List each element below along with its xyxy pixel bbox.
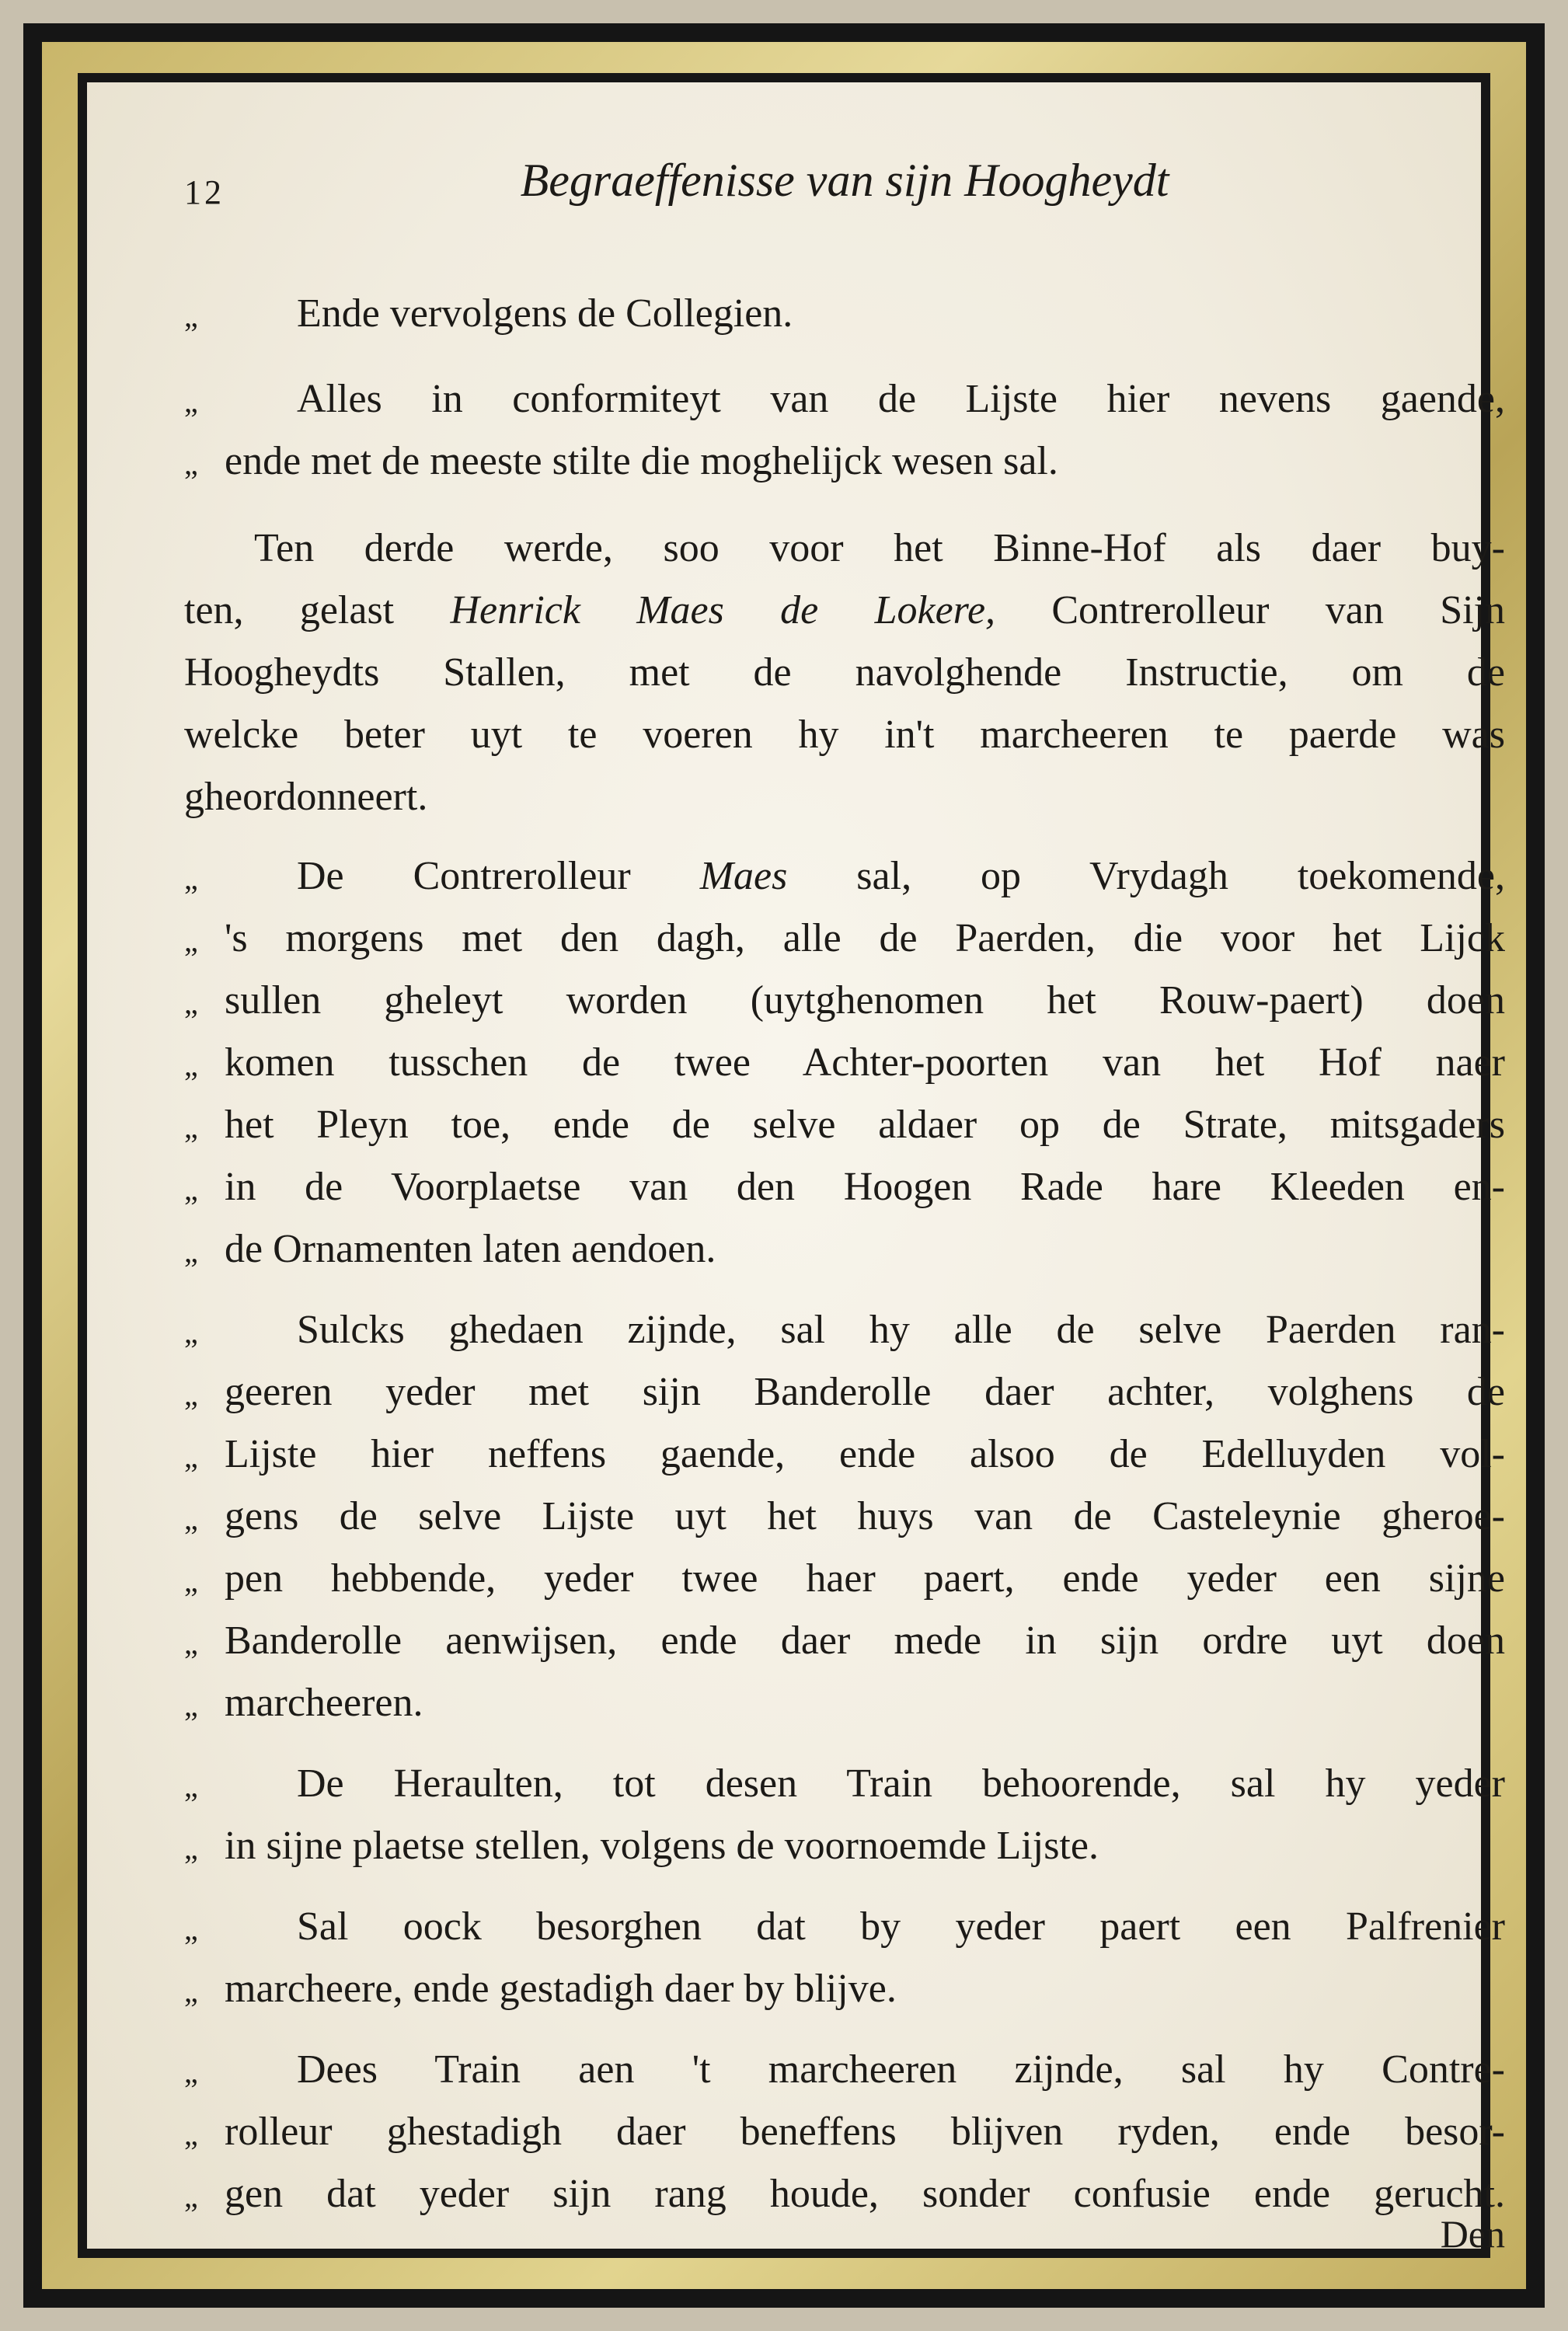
line-text: Lijste hier neffens gaende, ende alsoo de Edelluyden vol- [225, 1432, 1505, 1476]
text-line [184, 1548, 1505, 1610]
quotation-mark: „ [184, 1974, 198, 2009]
text-line [184, 1032, 1505, 1094]
quotation-mark: „ [184, 923, 198, 958]
text-line [184, 517, 1505, 580]
text-line [184, 1218, 1505, 1280]
line-text: welcke beter uyt te voeren hy in't marcheeren te paerde was [184, 713, 1505, 757]
quotation-mark: „ [184, 1315, 198, 1350]
line-text: het Pleyn toe, ende de selve aldaer op de Strate, mitsgaders [225, 1103, 1505, 1147]
quotation-mark: „ [184, 2179, 198, 2214]
page-number: 12 [184, 173, 225, 211]
text-line [184, 283, 1505, 345]
quotation-mark: „ [184, 384, 198, 419]
quotation-mark: „ [184, 1047, 198, 1082]
line-text: De Heraulten, tot desen Train behoorende, sal hy yeder [297, 1761, 1505, 1806]
page-paper [87, 82, 1506, 2256]
line-text: Hoogheydts Stallen, met de navolghende Instructie, om de [184, 650, 1505, 695]
quotation-mark: „ [184, 1688, 198, 1723]
quotation-mark: „ [184, 298, 198, 333]
line-text: Dees Train aen 't marcheeren zijnde, sal hy Contre- [297, 2047, 1505, 2092]
line-text-part: De Contrerolleur [297, 854, 700, 898]
running-title: Begraeffenisse van sijn Hoogheydt [520, 155, 1169, 206]
text-line [184, 2163, 1505, 2225]
text-line [184, 970, 1505, 1032]
quotation-mark: „ [184, 1439, 198, 1474]
line-text: gens de selve Lijste uyt het huys van de Casteleynie gheroe- [225, 1494, 1505, 1538]
line-text: marcheeren. [225, 1681, 423, 1725]
line-text: geeren yeder met sijn Banderolle daer achter, volghens de [225, 1370, 1505, 1414]
text-line [184, 1486, 1505, 1548]
quotation-mark: „ [184, 861, 198, 896]
text-line [184, 642, 1505, 704]
quotation-mark: „ [184, 1911, 198, 1946]
text-line [184, 1299, 1505, 1361]
black-outer-border [23, 23, 1545, 2308]
text-line [184, 1958, 1505, 2020]
line-text: gen dat yeder sijn rang houde, sonder confusie ende gerucht. [225, 2172, 1505, 2216]
text-line [184, 1361, 1505, 1423]
quotation-mark: „ [184, 446, 198, 481]
text-block [184, 82, 1505, 2277]
text-line [184, 1156, 1505, 1218]
quotation-mark: „ [184, 2117, 198, 2152]
line-text: pen hebbende, yeder twee haer paert, ende yeder een sijne [225, 1556, 1505, 1601]
text-line [184, 580, 1505, 642]
quotation-mark: „ [184, 2054, 198, 2089]
text-line [184, 908, 1505, 970]
text-line [184, 1423, 1505, 1486]
quotation-mark: „ [184, 1501, 198, 1536]
quotation-mark: „ [184, 1172, 198, 1207]
text-line [184, 1896, 1505, 1958]
quotation-mark: „ [184, 1563, 198, 1598]
catchword: Den [1440, 2212, 1505, 2256]
text-line [184, 2039, 1505, 2101]
line-text: in de Voorplaetse van den Hoogen Rade hare Kleeden en- [225, 1165, 1505, 1209]
text-line [184, 704, 1505, 766]
quotation-mark: „ [184, 1234, 198, 1269]
line-text: de Ornamenten laten aendoen. [225, 1227, 716, 1271]
line-text: rolleur ghestadigh daer beneffens blijven ryden, ende besor- [225, 2110, 1505, 2154]
text-line [184, 1094, 1505, 1156]
text-line [184, 1815, 1505, 1877]
line-text: sullen gheleyt worden (uytghenomen het Rouw-paert) doen [225, 978, 1505, 1023]
line-text [297, 845, 1505, 908]
italic-name: Maes [699, 854, 788, 898]
text-line [184, 368, 1505, 430]
line-text-part: Contrerolleur van Sijn [995, 588, 1506, 632]
quotation-mark: „ [184, 1768, 198, 1803]
italic-name: Henrick Maes de Lokere, [450, 588, 996, 632]
line-text: Alles in conformiteyt van de Lijste hier nevens gaende, [297, 377, 1505, 421]
text-line [184, 845, 1505, 908]
line-text: ende met de meeste stilte die moghelijck wesen sal. [225, 439, 1058, 483]
line-text: Ten derde werde, soo voor het Binne-Hof als daer buy- [254, 526, 1505, 570]
line-text-part: sal, op Vrydagh toekomende, [787, 854, 1505, 898]
line-text: komen tusschen de twee Achter-poorten van het Hof naer [225, 1040, 1505, 1085]
text-line [184, 1753, 1505, 1815]
quotation-mark: „ [184, 1625, 198, 1660]
text-line [184, 1610, 1505, 1672]
text-line [184, 1672, 1505, 1734]
line-text: Sulcks ghedaen zijnde, sal hy alle de selve Paerden ran- [297, 1308, 1505, 1352]
running-head [184, 154, 1505, 239]
text-line [184, 766, 1505, 828]
text-line [184, 430, 1505, 493]
line-text: in sijne plaetse stellen, volgens de voornoemde Lijste. [225, 1824, 1099, 1868]
quotation-mark: „ [184, 985, 198, 1020]
line-text: Banderolle aenwijsen, ende daer mede in sijn ordre uyt doen [225, 1618, 1505, 1663]
line-text: gheordonneert. [184, 775, 428, 819]
quotation-mark: „ [184, 1831, 198, 1866]
line-text: Ende vervolgens de Collegien. [297, 291, 793, 336]
text-line [184, 2101, 1505, 2163]
quotation-mark: „ [184, 1377, 198, 1412]
line-text: 's morgens met den dagh, alle de Paerden, die voor het Lijck [225, 916, 1505, 960]
line-text [184, 580, 1505, 642]
line-text: marcheere, ende gestadigh daer by blijve. [225, 1967, 897, 2011]
line-text: Sal oock besorghen dat by yeder paert een Palfrenier [297, 1904, 1505, 1949]
quotation-mark: „ [184, 1110, 198, 1145]
line-text-part: ten, gelast [184, 588, 451, 632]
